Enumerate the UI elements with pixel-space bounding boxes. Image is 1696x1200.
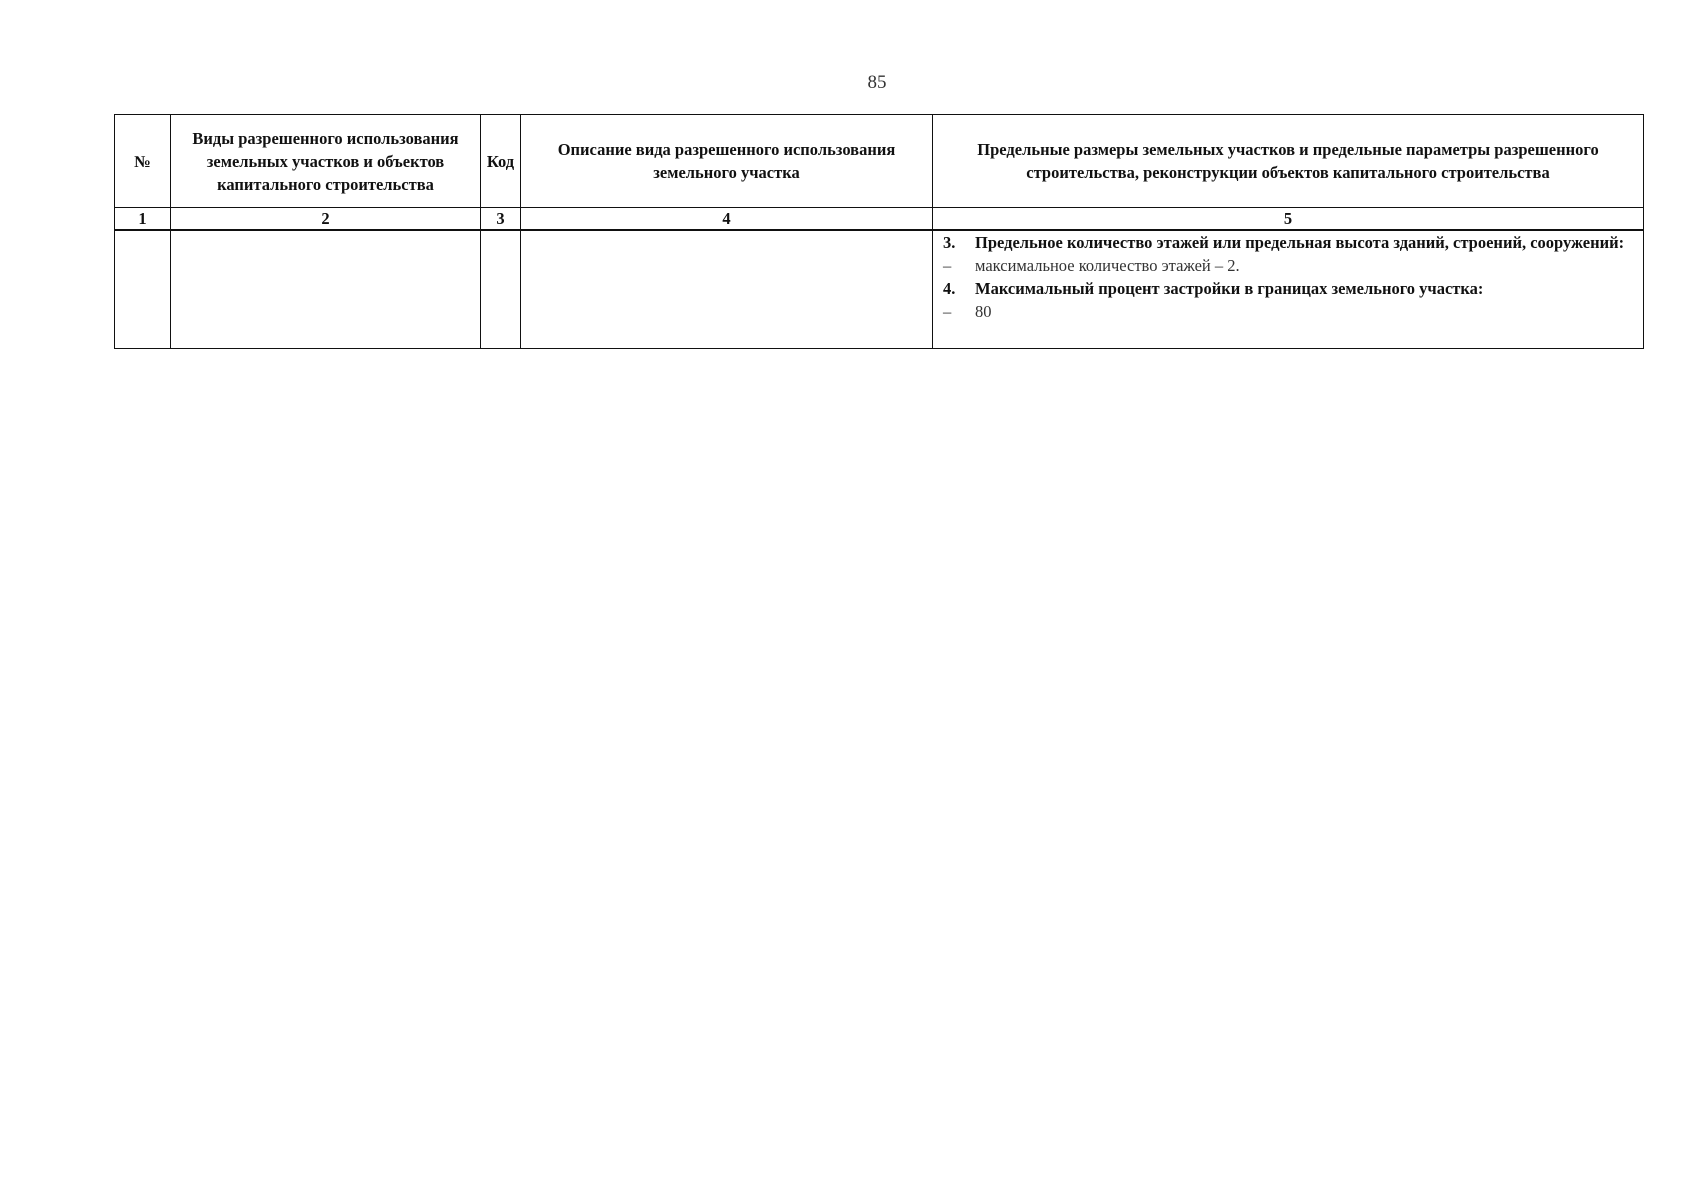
param-heading-floors <box>935 231 1641 254</box>
column-number: 4 <box>521 208 933 231</box>
param-value-floors <box>935 254 1641 277</box>
cell-no <box>115 230 171 349</box>
column-number: 5 <box>933 208 1644 231</box>
table-row <box>115 230 1644 349</box>
list-marker: 3. <box>943 233 956 252</box>
list-marker: – <box>943 302 952 321</box>
page-number: 85 <box>867 72 887 93</box>
param-text: 80 <box>975 302 992 321</box>
param-heading-coverage <box>935 277 1641 300</box>
header-type: Виды разрешенного использования земельных участков и объектов капитального строительства <box>171 115 481 208</box>
column-number: 2 <box>171 208 481 231</box>
column-number-row <box>115 208 1644 231</box>
param-text: максимальное количество этажей – 2. <box>975 256 1240 275</box>
cell-params <box>933 230 1644 349</box>
param-text: Максимальный процент застройки в границах земельного участка: <box>975 279 1484 298</box>
header-no: № <box>115 115 171 208</box>
permitted-use-table <box>114 114 1644 349</box>
params-list <box>935 231 1641 323</box>
column-number: 3 <box>481 208 521 231</box>
header-params: Предельные размеры земельных участков и предельные параметры разрешенного строительства, реконструкции объектов капитального строительства <box>933 115 1644 208</box>
header-row <box>115 115 1644 208</box>
param-text: Предельное количество этажей или предельная высота зданий, строений, сооружений: <box>975 233 1625 252</box>
list-marker: 4. <box>943 279 956 298</box>
cell-code <box>481 230 521 349</box>
header-code: Код <box>481 115 521 208</box>
header-description: Описание вида разрешенного использования земельного участка <box>521 115 933 208</box>
list-marker: – <box>943 256 952 275</box>
param-value-coverage <box>935 300 1641 323</box>
cell-description <box>521 230 933 349</box>
cell-type <box>171 230 481 349</box>
column-number: 1 <box>115 208 171 231</box>
